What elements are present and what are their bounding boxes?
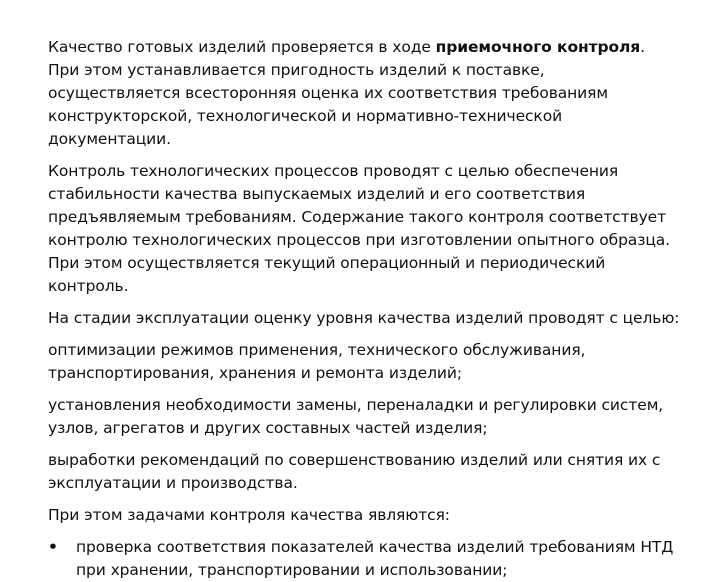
paragraph-process-control: Контроль технологических процессов проводят с целью обеспечения стабильности качества выпускаемых изделий и его соответствия предъявляемым требованиям. Содержание такого контроля соответствует контролю технологических процессов при изготовлении опытного образца. При этом осуществляется текущий операционный и периодический контроль. — [48, 162, 671, 295]
paragraph-operation-stage: На стадии эксплуатации оценку уровня качества изделий проводят с целью: — [48, 309, 680, 327]
emphasized-term: приемочного контроля — [435, 38, 641, 56]
paragraph-1-text-end: . При этом устанавливается пригодность изделий к поставке, осуществляется всесторонняя оценка их соответствия требованиям конструкторской, технологической и нормативно-технической документации. — [48, 38, 645, 148]
bullet-item-text: проверка соответствия показателей качества изделий требованиям НТД при хранении, транспортировании и использовании; — [76, 538, 674, 579]
paragraph-optimization: оптимизации режимов применения, технического обслуживания, транспортирования, хранения и ремонта изделий; — [48, 341, 586, 382]
bullet-item — [48, 536, 680, 582]
bullet-marker-icon: • — [48, 538, 58, 556]
paragraph-recommendations: выработки рекомендаций по совершенствованию изделий или снятия их с эксплуатации и производства. — [48, 451, 661, 492]
paragraph-tasks-intro: При этом задачами контроля качества являются: — [48, 506, 450, 524]
paragraph-replacement: установления необходимости замены, переналадки и регулировки систем, узлов, агрегатов и других составных частей изделия; — [48, 396, 664, 437]
paragraph-acceptance-control — [48, 36, 680, 151]
paragraph-1-text-start: Качество готовых изделий проверяется в ходе — [48, 38, 436, 56]
